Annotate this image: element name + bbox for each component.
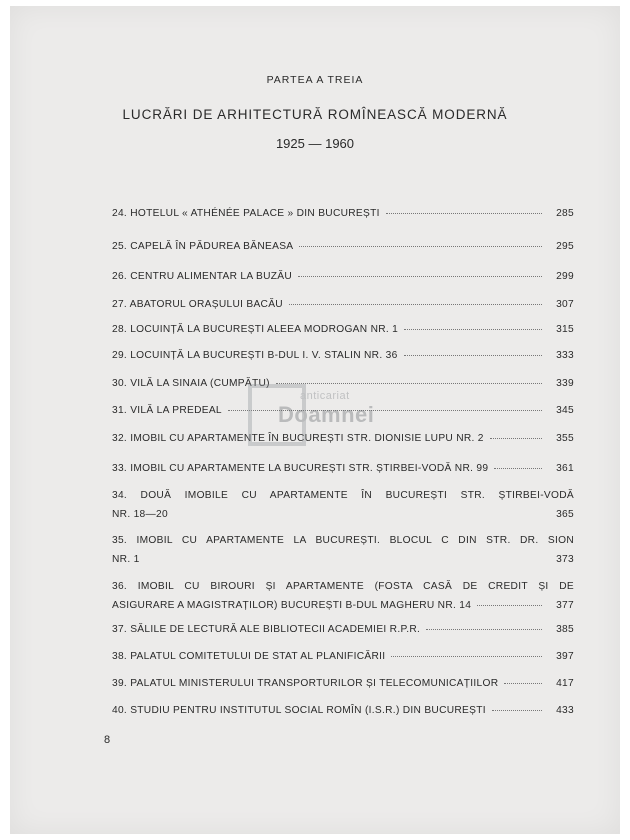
toc-entry: [112, 624, 574, 635]
entry-title: 26. CENTRU ALIMENTAR LA BUZĂU: [112, 271, 293, 282]
leader-dots: [289, 304, 542, 305]
leader-dots: [404, 355, 542, 356]
leader-dots: [298, 276, 542, 277]
toc-entry: [112, 299, 574, 310]
toc-entry: [112, 350, 574, 361]
leader-dots: [299, 246, 542, 247]
toc-entry: [112, 208, 574, 219]
entry-page: 433: [556, 705, 574, 716]
leader-dots: [494, 468, 542, 469]
entry-title: 38. PALATUL COMITETULUI DE STAT AL PLANIFICĂRII: [112, 651, 386, 662]
toc-entry: [112, 705, 574, 716]
toc-entry: [112, 490, 574, 520]
entry-title: 28. LOCUINȚĂ LA BUCUREȘTI ALEEA MODROGAN NR. 1: [112, 324, 399, 335]
leader-dots: [492, 710, 542, 711]
toc-entry: [112, 463, 574, 474]
leader-dots: [504, 683, 542, 684]
entry-title: 24. HOTELUL « ATHÉNÉE PALACE » DIN BUCUREȘTI: [112, 208, 380, 219]
entry-title-line1: 34. DOUĂ IMOBILE CU APARTAMENTE ÎN BUCUREȘTI STR. ȘTIRBEI-VODĂ: [112, 490, 574, 501]
entry-page: 295: [556, 241, 574, 252]
document-page: [10, 6, 620, 834]
toc-entry: [112, 651, 574, 662]
leader-dots: [426, 629, 542, 630]
toc-entry: [112, 678, 574, 689]
part-heading: PARTEA A TREIA: [266, 74, 364, 86]
entry-title-line1: 35. IMOBIL CU APARTAMENTE LA BUCUREȘTI. BLOCUL C DIN STR. DR. SION: [112, 535, 574, 546]
entry-page: 385: [556, 624, 574, 635]
entry-title: 32. IMOBIL CU APARTAMENTE ÎN BUCUREȘTI STR. DIONISIE LUPU NR. 2: [112, 433, 484, 444]
entry-page: 285: [556, 208, 574, 219]
entry-title: 30. VILĂ LA SINAIA (CUMPĂTU): [112, 378, 270, 389]
entry-title: 25. CAPELĂ ÎN PĂDUREA BĂNEASA: [112, 241, 294, 252]
entry-page: 417: [556, 678, 574, 689]
entry-title: 37. SĂLILE DE LECTURĂ ALE BIBLIOTECII ACADEMIEI R.P.R.: [112, 624, 421, 635]
entry-page: 307: [556, 299, 574, 310]
toc-entry: [112, 271, 574, 282]
toc-entry: [112, 581, 574, 611]
entry-page: 397: [556, 651, 574, 662]
entry-page: 345: [556, 405, 574, 416]
section-years: 1925 — 1960: [275, 136, 355, 151]
page-number: 8: [104, 734, 111, 746]
entry-page: 365: [556, 509, 574, 520]
leader-dots: [490, 438, 542, 439]
entry-page: 355: [556, 433, 574, 444]
leader-dots: [391, 656, 542, 657]
entry-page: 339: [556, 378, 574, 389]
entry-page: 299: [556, 271, 574, 282]
entry-title: 33. IMOBIL CU APARTAMENTE LA BUCUREȘTI STR. ȘTIRBEI-VODĂ NR. 99: [112, 463, 489, 474]
entry-page: 377: [556, 600, 574, 611]
entry-title: 27. ABATORUL ORAȘULUI BACĂU: [112, 299, 283, 310]
entry-title: NR. 18—20: [112, 509, 168, 520]
toc-entry: [112, 535, 574, 565]
entry-title: 29. LOCUINȚĂ LA BUCUREȘTI B-DUL I. V. STALIN NR. 36: [112, 350, 398, 361]
toc-entry: [112, 241, 574, 252]
entry-title: 39. PALATUL MINISTERULUI TRANSPORTURILOR ȘI TELECOMUNICAȚIILOR: [112, 678, 499, 689]
watermark-small-text: anticariat: [300, 390, 350, 402]
leader-dots: [477, 605, 542, 606]
section-title: LUCRĂRI DE ARHITECTURĂ ROMÎNEASCĂ MODERNĂ: [122, 107, 508, 122]
entry-title: 31. VILĂ LA PREDEAL: [112, 405, 222, 416]
entry-page: 333: [556, 350, 574, 361]
entry-page: 361: [556, 463, 574, 474]
entry-title: 40. STUDIU PENTRU INSTITUTUL SOCIAL ROMÎN (I.S.R.) DIN BUCUREȘTI: [112, 705, 486, 716]
leader-dots: [386, 213, 542, 214]
entry-page: 315: [556, 324, 574, 335]
watermark-big-text: Doamnei: [278, 402, 375, 427]
entry-title-line1: 36. IMOBIL CU BIROURI ȘI APARTAMENTE (FOSTA CASĂ DE CREDIT ȘI DE: [112, 581, 574, 592]
watermark-logo: [248, 384, 398, 444]
entry-title: NR. 1: [112, 554, 140, 565]
toc-entry: [112, 324, 574, 335]
entry-page: 373: [556, 554, 574, 565]
entry-title: ASIGURARE A MAGISTRAȚILOR) BUCUREȘTI B-DUL MAGHERU NR. 14: [112, 600, 472, 611]
leader-dots: [404, 329, 542, 330]
